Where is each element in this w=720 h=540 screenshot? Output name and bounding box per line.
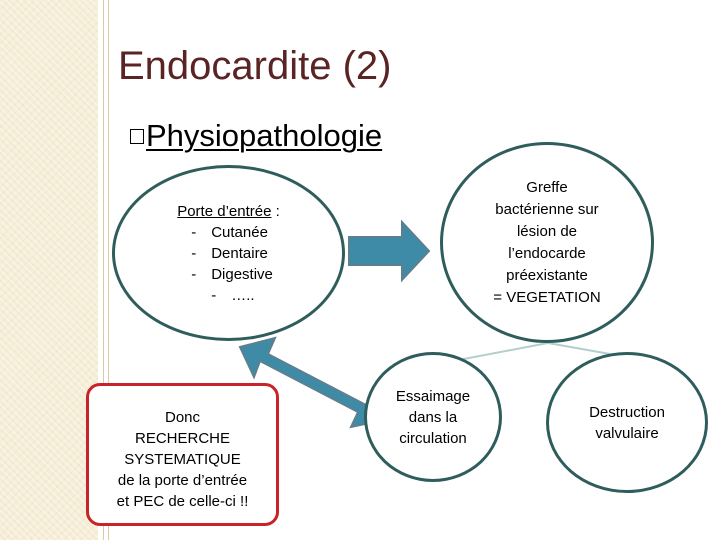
list-item: - Digestive xyxy=(191,265,273,283)
recherche-text: Donc RECHERCHE SYSTEMATIQUE de la porte d’entrée et PEC de celle-ci !! xyxy=(116,409,249,510)
porte-entree-list xyxy=(177,201,280,306)
porte-entree-colon: : xyxy=(271,202,280,220)
right-arrow-icon xyxy=(349,222,429,280)
greffe-oval xyxy=(440,142,654,343)
essaimage-oval xyxy=(364,352,502,482)
essaimage-text: Essaimage dans la circulation xyxy=(395,387,471,447)
connector-line xyxy=(548,343,610,354)
porte-entree-oval xyxy=(112,165,345,341)
slide-title: Endocardite (2) xyxy=(118,44,392,88)
list-item: - Cutanée xyxy=(191,223,268,241)
list-item: - ….. xyxy=(211,286,255,304)
porte-entree-heading: Porte d’entrée xyxy=(177,202,272,220)
destruction-oval xyxy=(546,352,708,493)
recherche-box xyxy=(86,383,279,526)
greffe-text: Greffe bactérienne sur lésion de l’endocarde préexistante = VEGETATION xyxy=(493,178,601,306)
destruction-text: Destruction valvulaire xyxy=(589,403,665,442)
bullet-text: Physiopathologie xyxy=(146,118,383,153)
list-item: - Dentaire xyxy=(191,244,268,262)
